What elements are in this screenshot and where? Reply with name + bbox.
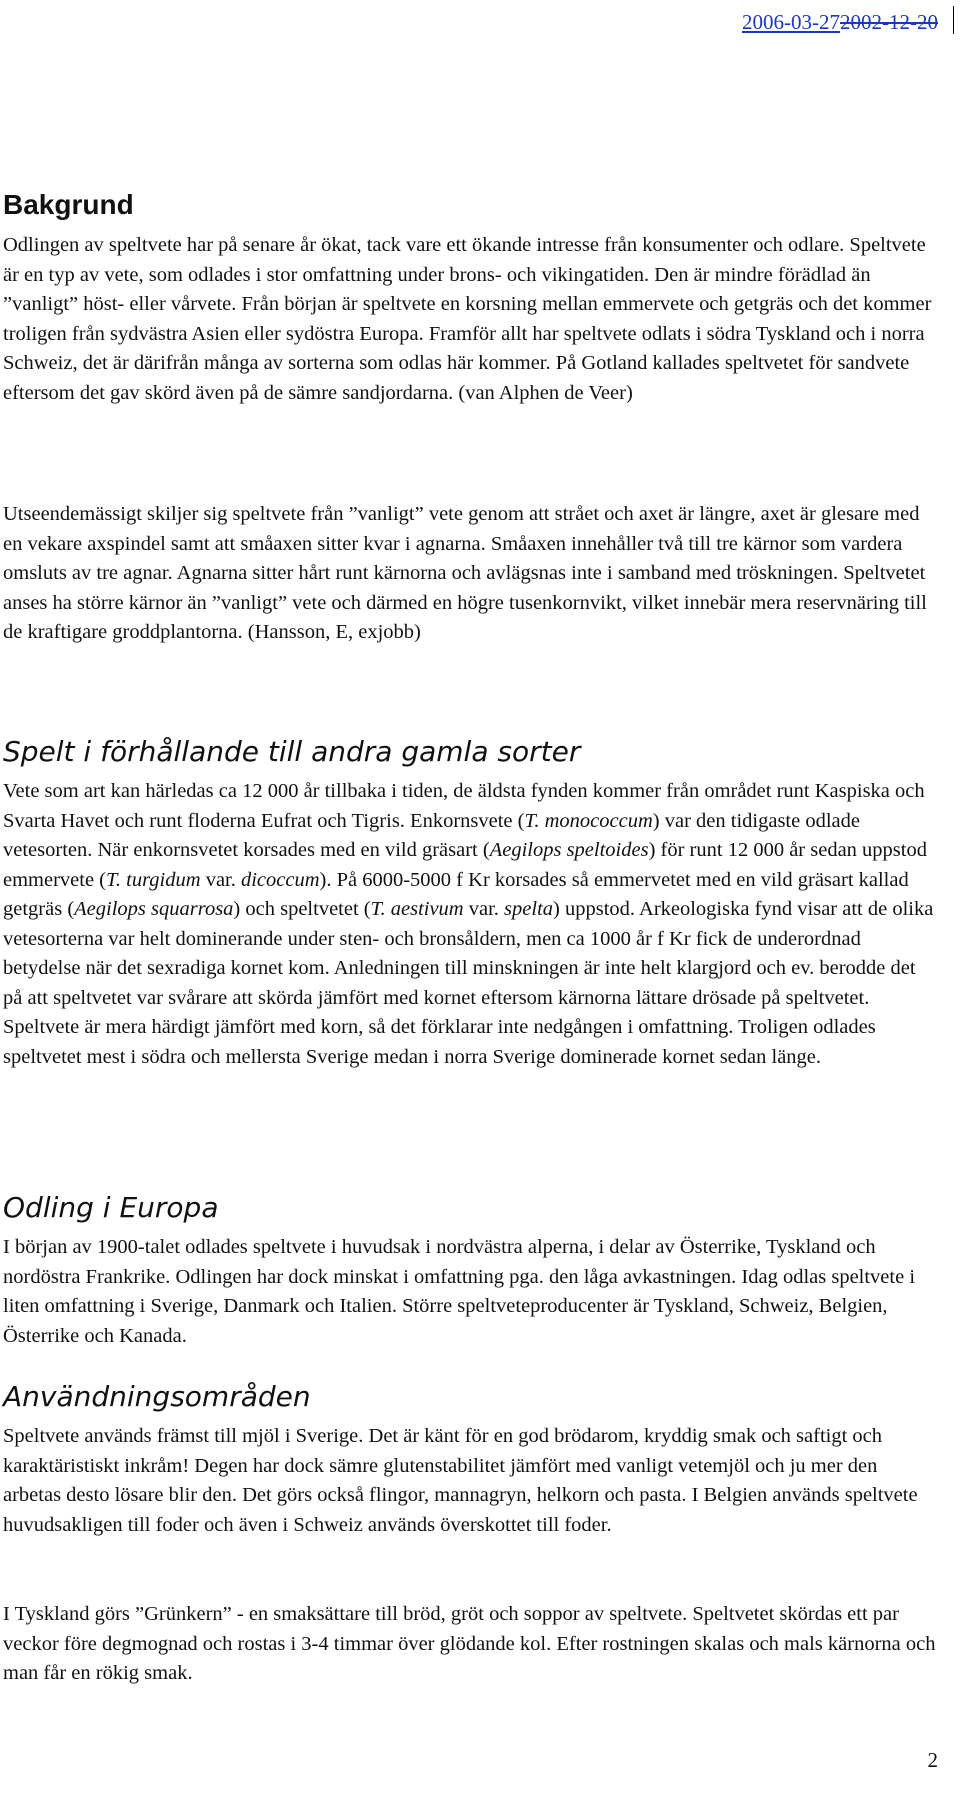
spelt-text-4: var. [200,868,241,891]
paragraph-anvandning-2: I Tyskland görs ”Grünkern” - en smaksättare till bröd, gröt och soppor av speltvete. Speltvetet skördas ett par veckor före degmognad och rostas i 3-4 timmar över glödande kol. Efter rostningen skalas och mals kärnorna och man får en rökig smak. [3,1603,936,1684]
species-name: spelta [504,898,554,920]
species-name: Aegilops squarrosa [74,898,234,920]
section-title-bakgrund: Bakgrund [3,189,134,220]
revision-date-new[interactable]: 2006-03-27 [742,10,840,34]
section-title-anvandning: Användningsområden [3,1380,311,1413]
revision-date [742,10,938,35]
section-title-spelt: Spelt i förhållande till andra gamla sorter [3,735,581,768]
paragraph-bakgrund-2: Utseendemässigt skiljer sig speltvete från ”vanligt” vete genom att strået och axet är längre, axet är glesare med en vekare axspindel samt att småaxen sitter kvar i agnarna. Småaxen innehåller två till tre kärnor som vardera omsluts av tre agnar. Agnarna sitter hårt runt kärnorna och avlägsnas inte i samband med tröskningen. Speltvetet anses ha större kärnor än ”vanligt” vete och därmed en högre tusenkornvikt, vilket innebär mera reservnäring till de kraftigare groddplantorna. (Hansson, E, exjobb) [3,503,927,643]
spelt-text-7: var. [463,898,505,920]
species-name: T. turgidum [106,868,201,891]
revision-date-deleted[interactable]: 2002-12-20 [840,10,938,34]
change-bar [953,6,954,34]
spelt-text-2: ) var den tidigaste odlade vetesorten. När enkornsvetet korsades med en vild gräsart ( [3,809,860,861]
species-name: T. monococcum [524,809,653,832]
species-name: Aegilops speltoides [489,839,649,861]
spelt-text-1: Vete som art kan härledas ca 12 000 år tillbaka i tiden, de äldsta fynden kommer från området runt Kaspiska och Svarta Havet och runt floderna Eufrat och Tigris. Enkornsvete ( [3,780,925,832]
species-name: dicoccum [240,868,320,891]
paragraph-bakgrund-1: Odlingen av speltvete har på senare år ökat, tack vare ett ökande intresse från konsumenter och odlare. Speltvete är en typ av vete, som odlades i stor omfattning under brons- och vikingatiden. Den är mindre förädlad än ”vanligt” höst- eller vårvete. Från början är speltvete en korsning mellan emmervete och getgräs och det kommer troligen från sydvästra Asien eller sydöstra Europa. Framför allt har speltvete odlats i södra Tyskland och i norra Schweiz, det är därifrån många av sorterna som odlas här kommer. På Gotland kallades speltvetet för sandvete eftersom det gav skörd även på de sämre sandjordarna. (van Alphen de Veer) [3,234,932,404]
page-number: 2 [927,1748,938,1772]
paragraph-europa: I början av 1900-talet odlades speltvete i huvudsak i nordvästra alperna, i delar av Österrike, Tyskland och nordöstra Frankrike. Odlingen har dock minskat i omfattning pga. den låga avkastningen. Idag odlas speltvete i liten omfattning i Sverige, Danmark och Italien. Större speltveteproducenter är Tyskland, Schweiz, Belgien, Österrike och Kanada. [3,1236,916,1347]
paragraph-spelt [3,777,938,1072]
section-title-europa: Odling i Europa [3,1191,219,1224]
spelt-text-5: ). På 6000-5000 f Kr korsades så emmervetet med en vild gräsart kallad getgräs ( [3,868,909,920]
species-name: T. aestivum [370,898,464,920]
spelt-text-6: ) och speltvetet ( [233,898,371,920]
spelt-text-3: ) för runt 12 000 år sedan uppstod emmervete ( [3,839,927,891]
spelt-text-8: ) uppstod. Arkeologiska fynd visar att de olika vetesorterna var helt dominerande under sten- och bronsåldern, men ca 1000 år f Kr fick de underordnad betydelse när det sexradiga kornet kom. Anledningen till minskningen är inte helt klargjord och ev. berodde det på att speltvetet var svårare att skörda jämfört med kornet eftersom kärnorna lättare drösade på speltvetet. Speltvete är mera härdigt jämfört med korn, så det förklarar inte nedgången i omfattning. Troligen odlades speltvetet mest i södra och mellersta Sverige medan i norra Sverige dominerade kornet sedan länge. [3,898,934,1068]
paragraph-anvandning-1: Speltvete används främst till mjöl i Sverige. Det är känt för en god brödarom, kryddig smak och saftigt och karaktäristiskt inkråm! Degen har dock sämre glutenstabilitet jämfört med vanligt vetemjöl och ju mer den arbetas desto lösare blir den. Det görs också flingor, mannagryn, helkorn och pasta. I Belgien används speltvete huvudsakligen till foder och även i Schweiz används överskottet till foder. [3,1425,918,1536]
